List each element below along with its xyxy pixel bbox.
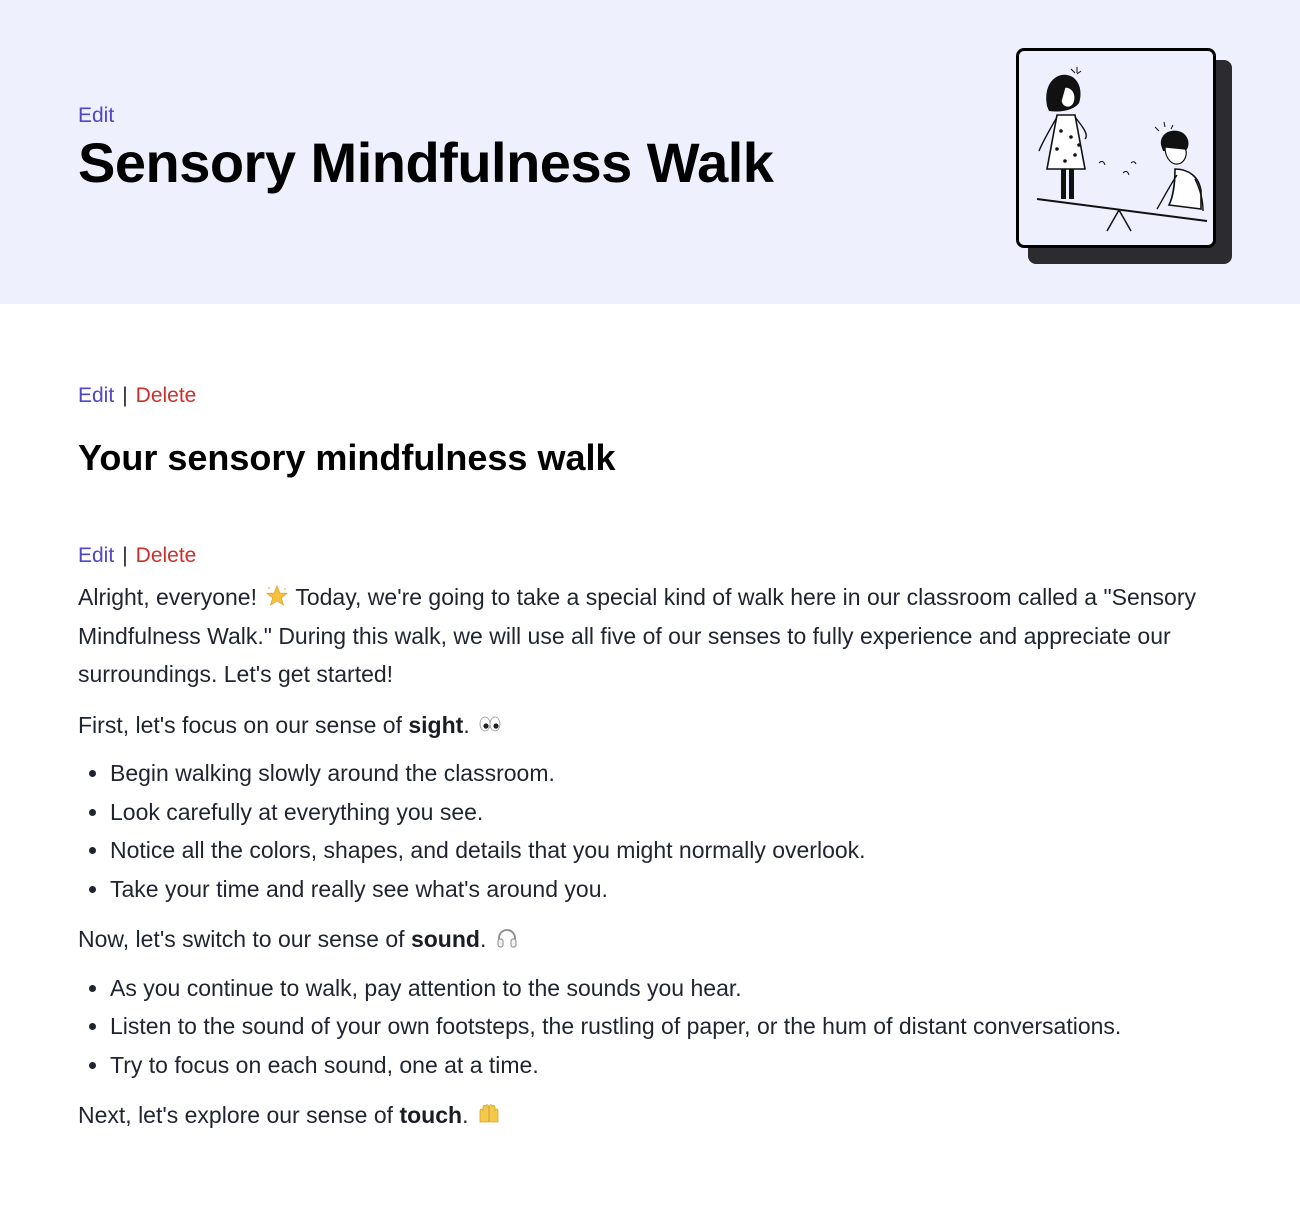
list-item: • Look carefully at everything you see. [110, 793, 1218, 832]
sight-tail: . [463, 711, 470, 738]
touch-keyword: touch [399, 1102, 463, 1128]
sound-keyword: sound [410, 926, 480, 952]
list-item: • Begin walking slowly around the classroom. [110, 754, 1218, 793]
eyes-emoji-icon [478, 712, 502, 736]
body-delete-link[interactable]: Delete [135, 544, 197, 567]
intro-text-start: Alright, everyone! [78, 584, 264, 610]
section-title: Your sensory mindfulness walk [78, 437, 616, 478]
section-edit-link[interactable]: Edit [78, 384, 115, 407]
sound-list [78, 969, 1218, 1085]
body-block [78, 540, 1218, 1135]
hero-illustration [1016, 48, 1236, 268]
star-emoji-icon [265, 584, 289, 608]
touch-tail: . [462, 1102, 469, 1128]
touch-paragraph [78, 1096, 1218, 1135]
sound-lead: Now, let's switch to our sense of [78, 926, 411, 952]
body-edit-link[interactable]: Edit [78, 544, 115, 567]
sight-keyword: sight [408, 711, 464, 738]
list-item: • Take your time and really see what's around you. [110, 870, 1218, 909]
open-hands-emoji-icon [477, 1102, 501, 1126]
sight-lead: First, let's focus on our sense of [78, 711, 409, 738]
list-item: • Notice all the colors, shapes, and details that you might normally overlook. [110, 831, 1218, 870]
section-header [78, 380, 1218, 479]
page-title: Sensory Mindfulness Walk [78, 131, 774, 194]
list-item: • Try to focus on each sound, one at a time. [110, 1046, 1218, 1085]
touch-lead: Next, let's explore our sense of [78, 1102, 400, 1128]
hero-edit-link[interactable]: Edit [78, 104, 115, 127]
intro-paragraph [78, 578, 1218, 694]
seesaw-illustration-icon [1016, 48, 1216, 248]
section-actions [78, 380, 1218, 412]
seesaw-drawing [1019, 51, 1213, 245]
action-separator: | [122, 544, 128, 567]
action-separator: | [122, 384, 128, 407]
sight-paragraph [78, 706, 1218, 745]
sound-tail: . [479, 926, 487, 952]
body-actions [78, 540, 1218, 572]
headphones-emoji-icon [495, 926, 519, 950]
hero-banner [0, 0, 1300, 304]
list-item: • Listen to the sound of your own footsteps, the rustling of paper, or the hum of distant conversations. [110, 1007, 1218, 1046]
section-delete-link[interactable]: Delete [135, 384, 197, 407]
sound-paragraph [78, 920, 1218, 959]
list-item: • As you continue to walk, pay attention to the sounds you hear. [110, 969, 1218, 1008]
hero-content [78, 104, 773, 194]
sight-list [78, 754, 1218, 908]
intro-text-rest: Today, we're going to take a special kind of walk here in our classroom called a "Sensory Mindfulness Walk." During this walk, we will use all five of our senses to fully experience and appreciate our surroundings. Let's get started! [78, 584, 1196, 687]
